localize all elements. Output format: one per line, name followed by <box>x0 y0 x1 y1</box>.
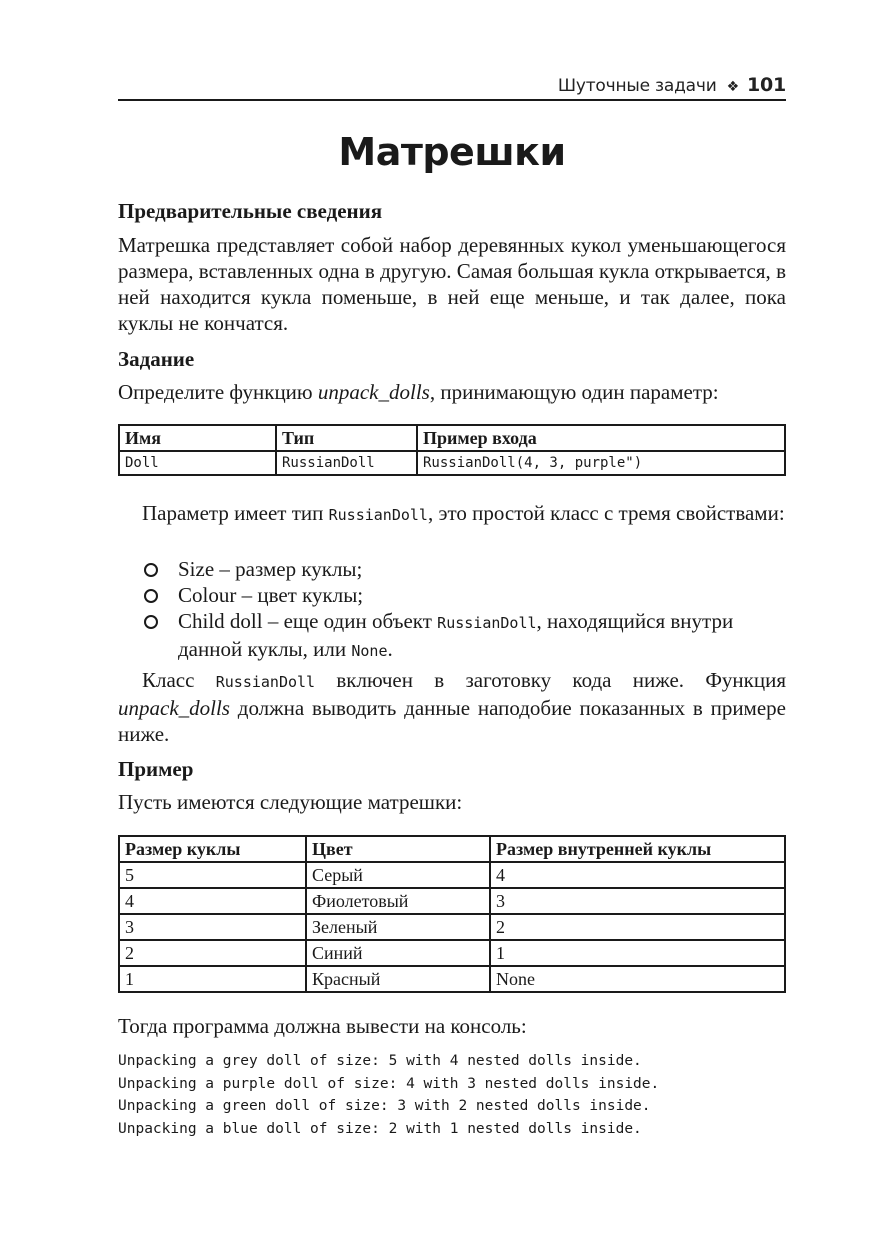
table-row <box>119 451 785 475</box>
console-line: Unpacking a purple doll of size: 4 with 3 nested dolls inside. <box>118 1075 660 1092</box>
property-list <box>142 556 786 664</box>
table-cell: 3 <box>119 914 306 940</box>
table-row <box>119 862 785 888</box>
table-cell: Красный <box>306 966 490 992</box>
inline-code: RussianDoll <box>437 614 537 632</box>
column-header: Размер куклы <box>119 836 306 862</box>
console-line: Unpacking a grey doll of size: 5 with 4 nested dolls inside. <box>118 1053 642 1069</box>
table-row <box>119 914 785 940</box>
table-cell: 1 <box>490 940 785 966</box>
table-cell: Зеленый <box>306 914 490 940</box>
table-cell: RussianDoll <box>276 451 417 475</box>
table-cell: 1 <box>119 966 306 992</box>
table-cell: None <box>490 966 785 992</box>
bullet-circle-icon <box>144 589 158 603</box>
task-heading: Задание <box>118 347 195 371</box>
list-item: Child doll – еще один объект RussianDoll, находящийся внутри данной куклы, или None. <box>142 608 786 664</box>
console-line: Unpacking a green doll of size: 3 with 2 nested dolls inside. <box>118 1098 651 1114</box>
table-cell: 4 <box>490 862 785 888</box>
table-cell: 3 <box>490 888 785 914</box>
table-cell: 2 <box>119 940 306 966</box>
table-row <box>119 940 785 966</box>
doll-table <box>118 835 786 993</box>
column-header: Размер внутренней куклы <box>490 836 785 862</box>
param-table <box>118 424 786 476</box>
example-heading: Пример <box>118 757 194 781</box>
running-head <box>558 74 786 96</box>
column-header: Цвет <box>306 836 490 862</box>
task-text: Определите функцию unpack_dolls, принимающую один параметр: <box>118 380 719 404</box>
prelim-heading: Предварительные сведения <box>118 199 383 223</box>
param-description: Параметр имеет тип RussianDoll, это простой класс с тремя свойствами: <box>142 501 785 525</box>
table-cell: Фиолетовый <box>306 888 490 914</box>
function-name: unpack_dolls <box>118 696 230 720</box>
inline-code: RussianDoll <box>328 506 428 524</box>
console-line: Unpacking a blue doll of size: 2 with 1 nested dolls inside. <box>118 1120 642 1137</box>
table-row <box>119 888 785 914</box>
table-cell: 5 <box>119 862 306 888</box>
table-cell: RussianDoll(4, 3, purple") <box>417 451 785 475</box>
table-header-row <box>119 425 785 451</box>
prelim-text: Матрешка представляет собой набор деревянных кукол уменьшающегося размера, вставленных одна в другую. Самая большая кукла открывается, в ней находится кукла поменьше, в ней еще меньше, и так далее, пока куклы не кончатся. <box>118 233 786 335</box>
header-rule <box>118 99 786 101</box>
bullet-circle-icon <box>144 615 158 629</box>
page-number: 101 <box>746 74 786 96</box>
page-title: Матрешки <box>338 130 566 174</box>
list-item: Size – размер куклы; <box>142 556 786 582</box>
inline-code: None <box>351 642 388 660</box>
table-header-row <box>119 836 785 862</box>
section-title: Шуточные задачи <box>557 76 717 96</box>
function-name: unpack_dolls <box>317 380 430 404</box>
example-intro: Пусть имеются следующие матрешки: <box>118 790 463 814</box>
table-cell: Серый <box>306 862 490 888</box>
table-cell: 4 <box>119 888 306 914</box>
console-output <box>118 1050 659 1140</box>
table-cell: 2 <box>490 914 785 940</box>
table-cell: Синий <box>306 940 490 966</box>
ornament-icon: ❖ <box>726 79 739 95</box>
inline-code: RussianDoll <box>215 673 316 691</box>
output-intro: Тогда программа должна вывести на консоль: <box>118 1014 527 1038</box>
table-cell: Doll <box>119 451 276 475</box>
column-header: Пример входа <box>417 425 785 451</box>
bullet-circle-icon <box>144 563 158 577</box>
table-row <box>119 966 785 992</box>
column-header: Имя <box>119 425 276 451</box>
class-note: Класс RussianDoll включен в заготовку кода ниже. Функция unpack_dolls должна выводить данные наподобие показанных в примере ниже. <box>118 668 786 746</box>
list-item: Colour – цвет куклы; <box>142 582 786 608</box>
column-header: Тип <box>276 425 417 451</box>
